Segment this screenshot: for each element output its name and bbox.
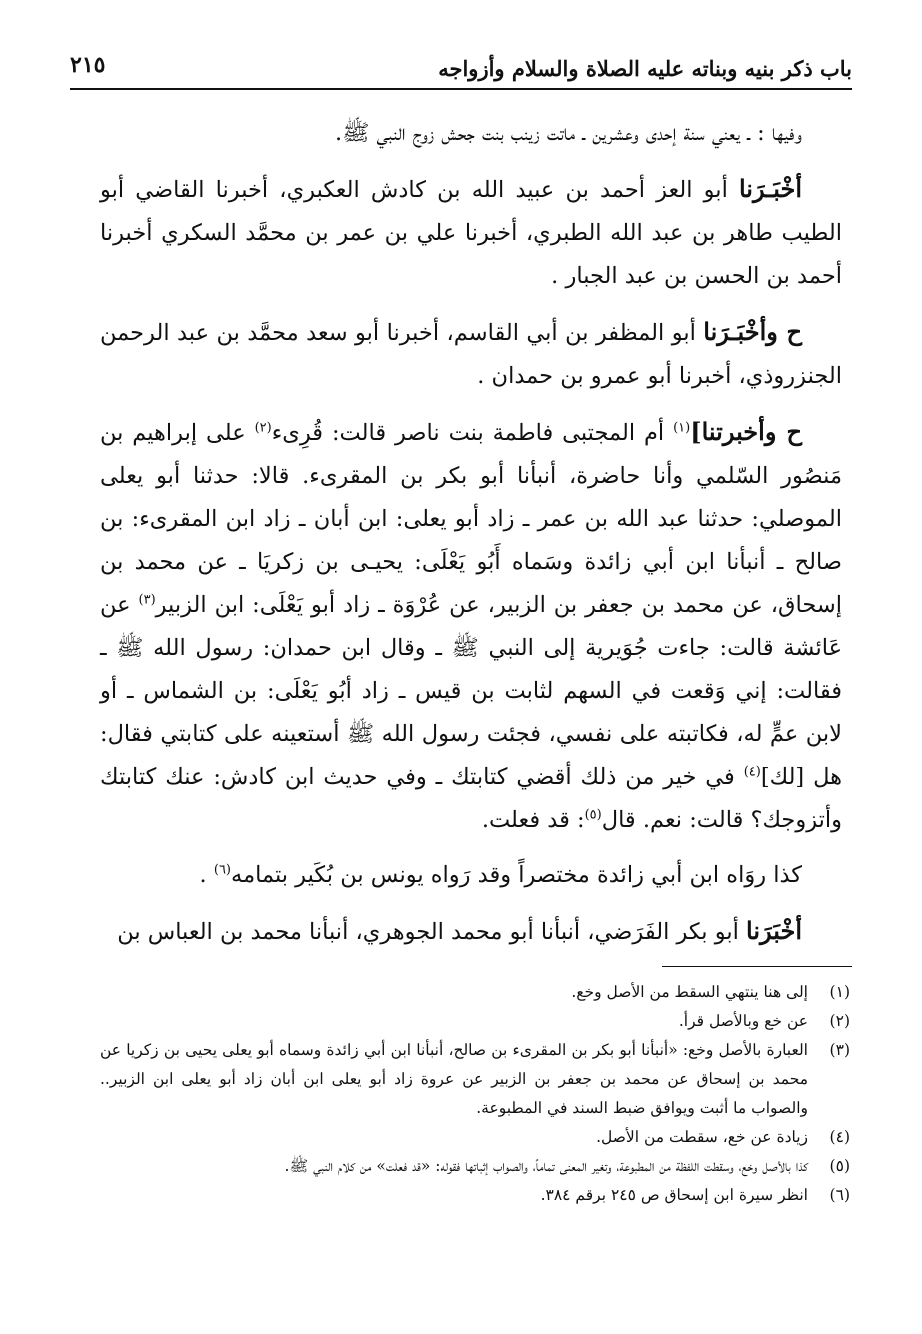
footnote-text: عن خع وبالأصل قرأ. (678, 1012, 808, 1030)
paragraph-isnad-2: ح وأخْبَـرَنا أبو المظفر بن أبي القاسم، أخبرنا أبو سعد محمَّد بن عبد الرحمن الجنزروذي، أخبرنا أبو عمرو بن حمدان . (100, 317, 842, 389)
footnote-ref-4[interactable]: (٤) (743, 764, 761, 780)
footnote-text: كذا بالأصل وخع، وسقطت اللفظة من المطبوعة، وتغير المعنى تماماً، والصواب إثباتها فقوله: «قد فعلت» من كلام النبي ﷺ. (284, 1157, 808, 1175)
chapter-title: باب ذكر بنيه وبناته عليه الصلاة والسلام وأزواجه (438, 56, 852, 81)
footnote-number: (١) (829, 983, 850, 1001)
footnote-6 (100, 1181, 850, 1210)
header-divider (70, 88, 852, 90)
footnotes (100, 978, 850, 1210)
main-text (100, 112, 842, 954)
footnote-1 (100, 978, 850, 1007)
footnote-number: (٣) (829, 1041, 850, 1059)
footnote-ref-2[interactable]: (٢) (254, 420, 272, 436)
footnote-5 (100, 1152, 850, 1181)
footnote-text: إلى هنا ينتهي السقط من الأصل وخع. (571, 983, 808, 1001)
keyword-akhbarana: أخْبَـرَنا (738, 174, 802, 203)
paragraph-narration-note: كذا روَاه ابن أبي زائدة مختصراً وقد رَواه يونس بن بُكَير بتمامه$^{(٦)}$ . (199, 862, 802, 888)
keyword-wa-akhbaratna: ح وأخبرتنا] (690, 417, 803, 446)
footnote-ref-6[interactable]: (٦) (213, 862, 231, 878)
paragraph-hadith: ح وأخبرتنا]$^{(١)}$ أم المجتبى فاطمة بنت ناصر قالت: قُرِىء$^{(٢)}$ على إبراهيم بن مَنصُور السّلمي وأنا حاضرة، أنبأنا أبو بكر بن المقرىء. قالا: حدثنا أبو يعلى الموصلي: حدثنا عبد الله بن عمر ـ زاد أبو يعلى: ابن أبان ـ زاد ابن المقرىء: بن صالح ـ أنبأنا ابن أبي زائدة وسَماه أَبُو يَعْلَى: يحيـى بن زكريَا ـ عن محمد بن إسحاق، عن محمد بن جعفر بن الزبير، عن عُرْوَة ـ زاد أبو يَعْلَى: ابن الزبير$^{(٣)}$ عن عَائشة قالت: جاءت جُوَيرية إلى النبي ﷺ ـ وقال ابن حمدان: رسول الله ﷺ ـ فقالت: إني وَقعت في السهم لثابت بن قيس ـ زاد أبُو يَعْلَى: بن الشماس ـ أو لابن عمٍّ له، فكاتبته على نفسي، فجئت رسول الله ﷺ أستعينه على كتابتي فقال: هل [لك]$^{(٤)}$ في خير من ذلك أقضي كتابتك ـ وفي حديث ابن كادش: عنك كتابتك وأتزوجك؟ قالت: نعم. قال$^{(٥)}$: قد فعلت. (100, 417, 842, 833)
footnote-text: زيادة عن خع، سقطت من الأصل. (596, 1128, 808, 1146)
keyword-akhbarana-2: أخْبَرَنا (746, 916, 802, 945)
running-header (70, 46, 852, 86)
footnote-number: (٦) (829, 1186, 850, 1204)
footnote-number: (٢) (829, 1012, 850, 1030)
paragraph-isnad-3: أخْبَرَنا أبو بكر الفَرَضي، أنبأنا أبو محمد الجوهري، أنبأنا محمد بن العباس بن (117, 916, 802, 945)
footnote-text: العبارة بالأصل وخع: «أنبأنا أبو بكر بن المقرىء بن صالح، أنبأنا ابن أبي زائدة وسماه أبو يعلى يحيى بن زكريا عن محمد بن إسحاق عن محمد بن جعفر بن الزبير عن عروة زاد أبو يعلى ابن أبان زاد أبو يعلى ابن الزبير.. والصواب ما أثبت ويوافق ضبط السند في المطبوعة. (100, 1041, 808, 1117)
footnote-ref-1[interactable]: (١) (673, 420, 691, 436)
paragraph-death-note: وفيها : ـ يعني سنة إحدى وعشرين ـ ماتت زينب بنت جحش زوج النبي ﷺ. (335, 120, 802, 146)
page-number: ٢١٥ (70, 52, 106, 78)
footnote-3 (100, 1036, 850, 1123)
footnote-number: (٤) (829, 1128, 850, 1146)
footnote-divider (662, 966, 852, 967)
paragraph-isnad-1: أخْبَـرَنا أبو العز أحمد بن عبيد الله بن كادش العكبري، أخبرنا القاضي أبو الطيب طاهر بن عبد الله الطبري، أخبرنا علي بن عمر بن محمَّد السكري أخبرنا أحمد بن الحسن بن عبد الجبار . (100, 174, 842, 289)
footnote-4 (100, 1123, 850, 1152)
footnote-ref-3[interactable]: (٣) (138, 592, 156, 608)
footnote-ref-5[interactable]: (٥) (584, 807, 602, 823)
footnote-number: (٥) (829, 1157, 850, 1175)
keyword-wa-akhbarana: ح وأخْبَـرَنا (703, 317, 802, 346)
footnote-text: انظر سيرة ابن إسحاق ص ٢٤٥ برقم ٣٨٤. (540, 1186, 808, 1204)
footnote-2 (100, 1007, 850, 1036)
